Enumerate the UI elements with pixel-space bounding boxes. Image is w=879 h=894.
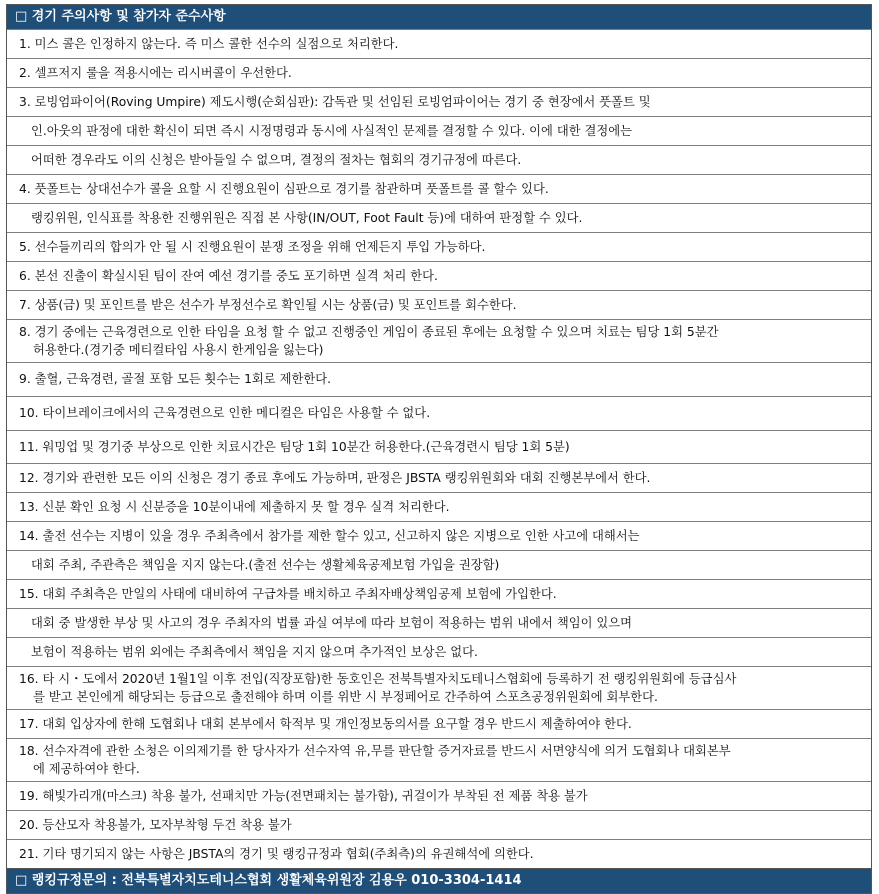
rule-row — [7, 261, 871, 290]
rule-text: 4. 풋폴트는 상대선수가 콜을 요할 시 진행요원이 심판으로 경기를 참관하며 풋폴트를 콜 할수 있다. — [19, 182, 549, 196]
rule-row — [7, 87, 871, 116]
rule-text: 12. 경기와 관련한 모든 이의 신청은 경기 종료 후에도 가능하며, 판정은 JBSTA 랭킹위원회와 대회 진행본부에서 한다. — [19, 471, 651, 485]
rule-row-continuation — [7, 145, 871, 174]
rule-text: 1. 미스 콜은 인정하지 않는다. 즉 미스 콜한 선수의 실점으로 처리한다. — [19, 37, 399, 51]
rule-row — [7, 521, 871, 550]
rule-row — [7, 430, 871, 463]
rule-text: 7. 상품(금) 및 포인트를 받은 선수가 부정선수로 확인될 시는 상품(금) 및 포인트를 회수한다. — [19, 298, 517, 312]
rule-row — [7, 174, 871, 203]
rule-text: 3. 로빙엄파이어(Roving Umpire) 제도시행(순회심판): 감독관 및 선임된 로빙엄파이어는 경기 중 현장에서 풋폴트 및 — [19, 95, 651, 109]
rule-row — [7, 29, 871, 58]
rule-text: 19. 해빛가리개(마스크) 착용 불가, 선패치만 가능(전면패치는 불가함), 귀걸이가 부착된 전 제품 착용 불가 — [19, 789, 588, 803]
rule-row — [7, 319, 871, 362]
rules-table — [6, 4, 872, 894]
rule-text: 13. 신분 확인 요청 시 신분증을 10분이내에 제출하지 못 할 경우 실격 처리한다. — [19, 500, 450, 514]
rule-row — [7, 58, 871, 87]
rule-text: 9. 출혈, 근육경련, 골절 포함 모든 횟수는 1회로 제한한다. — [19, 372, 332, 386]
rule-row — [7, 463, 871, 492]
contact-footer: □ 랭킹규정문의 : 전북특별자치도테니스협회 생활체육위원장 김용우 010-3304-1414 — [7, 868, 871, 893]
rule-row — [7, 396, 871, 430]
rule-text: 어떠한 경우라도 이의 신청은 받아들일 수 없으며, 결정의 절차는 협회의 경기규정에 따른다. — [31, 153, 522, 167]
rule-text: 대회 주최, 주관측은 책임을 지지 않는다.(출전 선수는 생활체육공제보험 가입을 권장함) — [31, 558, 500, 572]
rules-list — [7, 29, 871, 868]
rule-text: 6. 본선 진출이 확실시된 팀이 잔여 예선 경기를 중도 포기하면 실격 처리 한다. — [19, 269, 438, 283]
rule-row — [7, 810, 871, 839]
rule-row — [7, 579, 871, 608]
rule-row — [7, 738, 871, 781]
rule-text: 21. 기타 명기되지 않는 사항은 JBSTA의 경기 및 랭킹규정과 협회(주최측)의 유권해석에 의한다. — [19, 847, 534, 861]
rule-text: 20. 등산모자 착용불가, 모자부착형 두건 착용 불가 — [19, 818, 292, 832]
rule-row — [7, 709, 871, 738]
rule-text: 대회 중 발생한 부상 및 사고의 경우 주최자의 법률 과실 여부에 따라 보험이 적용하는 범위 내에서 책임이 있으며 — [31, 616, 632, 630]
rule-row-continuation — [7, 550, 871, 579]
rule-row — [7, 232, 871, 261]
rule-text: 15. 대회 주최측은 만일의 사태에 대비하여 구급차를 배치하고 주최자배상책임공제 보험에 가입한다. — [19, 587, 557, 601]
rule-row — [7, 492, 871, 521]
section-header: □ 경기 주의사항 및 참가자 준수사항 — [7, 5, 871, 29]
rule-text-wrap: 허용한다.(경기중 메티컬타임 사용시 한게임을 잃는다) — [33, 343, 324, 357]
rule-row — [7, 839, 871, 868]
rule-text: 10. 타이브레이크에서의 근육경련으로 인한 메디컬은 타임은 사용할 수 없다. — [19, 406, 431, 420]
rule-text: 17. 대회 입상자에 한해 도협회나 대회 본부에서 학적부 및 개인정보동의서를 요구할 경우 반드시 제출하여야 한다. — [19, 717, 632, 731]
rule-text: 2. 셀프저지 룰을 적용시에는 리시버콜이 우선한다. — [19, 66, 292, 80]
rule-row-continuation — [7, 116, 871, 145]
rule-text: 8. 경기 중에는 근육경련으로 인한 타임을 요청 할 수 없고 진행중인 게임이 종료된 후에는 요청할 수 있으며 치료는 팀당 1회 5분간 — [19, 325, 719, 339]
rule-row — [7, 666, 871, 709]
rule-row — [7, 781, 871, 810]
rule-text: 랭킹위원, 인식표를 착용한 진행위원은 직접 본 사항(IN/OUT, Foot Fault 등)에 대하여 판정할 수 있다. — [31, 211, 583, 225]
rule-text: 5. 선수들끼리의 합의가 안 될 시 진행요원이 분쟁 조정을 위해 언제든지 투입 가능하다. — [19, 240, 486, 254]
rule-row — [7, 290, 871, 319]
rule-text: 18. 선수자격에 관한 소청은 이의제기를 한 당사자가 선수자역 유,무를 판단할 증거자료를 반드시 서면양식에 의거 도협회나 대회본부 — [19, 744, 731, 758]
rule-row — [7, 362, 871, 396]
rule-text-wrap: 를 받고 본인에게 해당되는 등급으로 출전해야 하며 이를 위반 시 부정페어로 간주하여 스포츠공정위원회에 회부한다. — [33, 690, 658, 704]
rule-row-continuation — [7, 203, 871, 232]
rule-text-wrap: 에 제공하여야 한다. — [33, 762, 140, 776]
rule-row-continuation — [7, 608, 871, 637]
rule-text: 보험이 적용하는 범위 외에는 주최측에서 책임을 지지 않으며 추가적인 보상은 없다. — [31, 645, 478, 659]
rule-row-continuation — [7, 637, 871, 666]
rule-text: 인.아웃의 판정에 대한 확신이 되면 즉시 시정명령과 동시에 사실적인 문제를 결정할 수 있다. 이에 대한 결정에는 — [31, 124, 632, 138]
rule-text: 16. 타 시・도에서 2020년 1월1일 이후 전입(직장포함)한 동호인은 전북특별자치도테니스협회에 등록하기 전 랭킹위원회에 등급심사 — [19, 672, 737, 686]
rule-text: 11. 워밍업 및 경기중 부상으로 인한 치료시간은 팀당 1회 10분간 허용한다.(근육경련시 팀당 1회 5분) — [19, 440, 570, 454]
rule-text: 14. 출전 선수는 지병이 있을 경우 주최측에서 참가를 제한 할수 있고, 신고하지 않은 지병으로 인한 사고에 대해서는 — [19, 529, 640, 543]
